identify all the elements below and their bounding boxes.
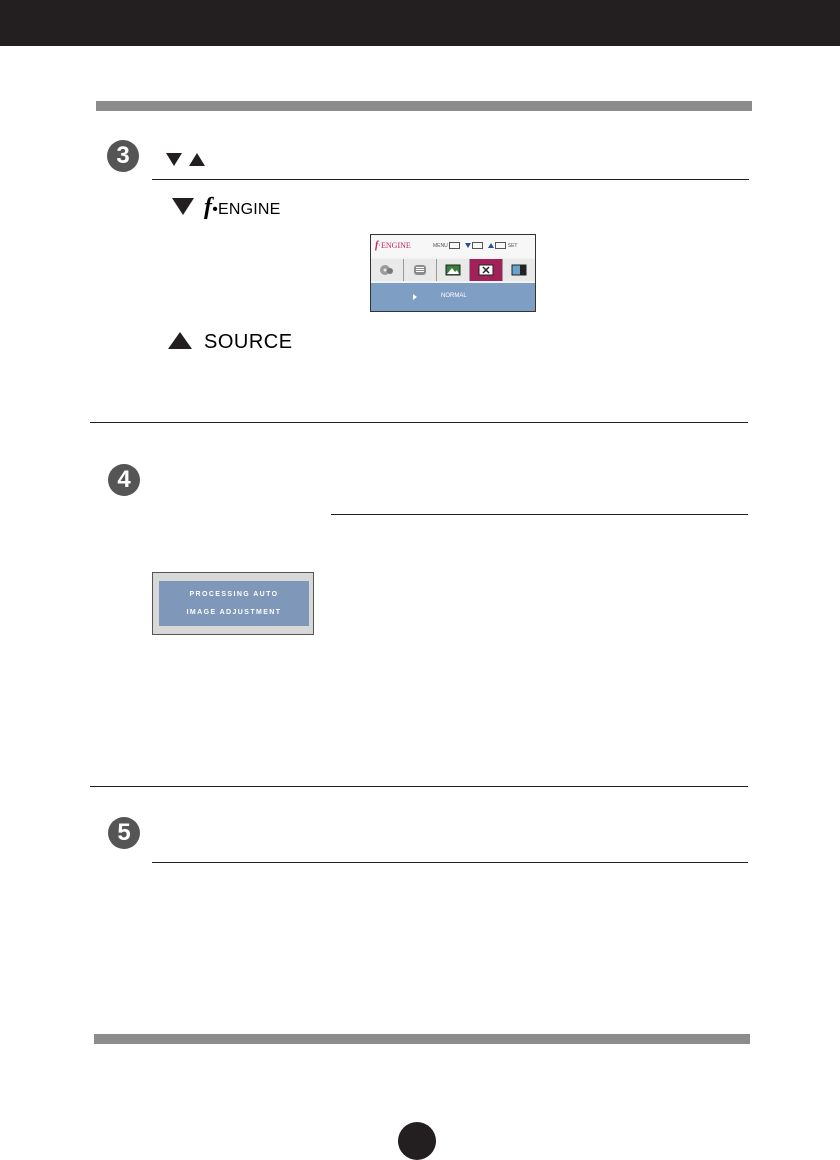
photo-icon	[445, 264, 461, 276]
osd-mode-icons	[371, 259, 535, 281]
fengine-label	[204, 194, 281, 221]
up-key-icon	[495, 242, 506, 249]
header-band	[0, 0, 840, 46]
osd-mode-user[interactable]	[503, 259, 535, 281]
down-arrow-icon	[166, 153, 182, 166]
processing-panel	[159, 581, 309, 626]
osd-key-set: SET	[507, 242, 518, 249]
osd-mode-text[interactable]	[404, 259, 437, 281]
osd-title-f: f	[375, 240, 379, 251]
value-arrow-icon	[413, 294, 417, 300]
normal-icon	[478, 264, 494, 276]
step-5-number: 5	[108, 817, 140, 849]
step-3-rule	[152, 179, 749, 180]
osd-key-menu: MENU	[433, 242, 448, 249]
osd-value-bar	[371, 283, 535, 311]
section-top-bar	[96, 101, 752, 111]
step-3-number: 3	[107, 140, 139, 172]
page-number-badge	[398, 1122, 436, 1160]
osd-title-text: ·ENGINE	[378, 241, 411, 250]
osd-value-text: NORMAL	[441, 293, 467, 299]
step-5-rule	[152, 862, 748, 863]
text-icon	[412, 264, 428, 276]
processing-popup	[152, 572, 314, 635]
osd-header	[371, 235, 535, 257]
section-bottom-bar	[94, 1034, 750, 1044]
osd-mode-movie[interactable]	[371, 259, 404, 281]
step-4-rule	[331, 514, 748, 515]
osd-up-icon	[488, 243, 494, 248]
fengine-osd-menu	[370, 234, 536, 312]
source-label: SOURCE	[204, 331, 293, 353]
osd-mode-normal-selected[interactable]	[470, 259, 503, 281]
processing-line-1: PROCESSING AUTO	[189, 591, 279, 598]
down-button-icon	[172, 198, 194, 215]
up-arrow-icon	[189, 153, 205, 166]
user-icon	[511, 264, 527, 276]
osd-mode-photo[interactable]	[437, 259, 470, 281]
fengine-text: ENGINE	[218, 201, 281, 218]
movie-icon	[379, 264, 395, 276]
osd-key-legend	[433, 242, 517, 249]
section-divider-1	[90, 422, 748, 423]
processing-line-2: IMAGE ADJUSTMENT	[186, 609, 282, 616]
up-button-icon	[168, 332, 192, 349]
fengine-f-glyph: f	[204, 194, 213, 220]
osd-down-icon	[465, 243, 471, 248]
fengine-dot: •	[212, 201, 219, 218]
section-divider-2	[90, 786, 748, 787]
menu-key-icon	[449, 242, 460, 249]
osd-title	[375, 240, 411, 251]
down-key-icon	[472, 242, 483, 249]
step-4-number: 4	[108, 464, 140, 496]
